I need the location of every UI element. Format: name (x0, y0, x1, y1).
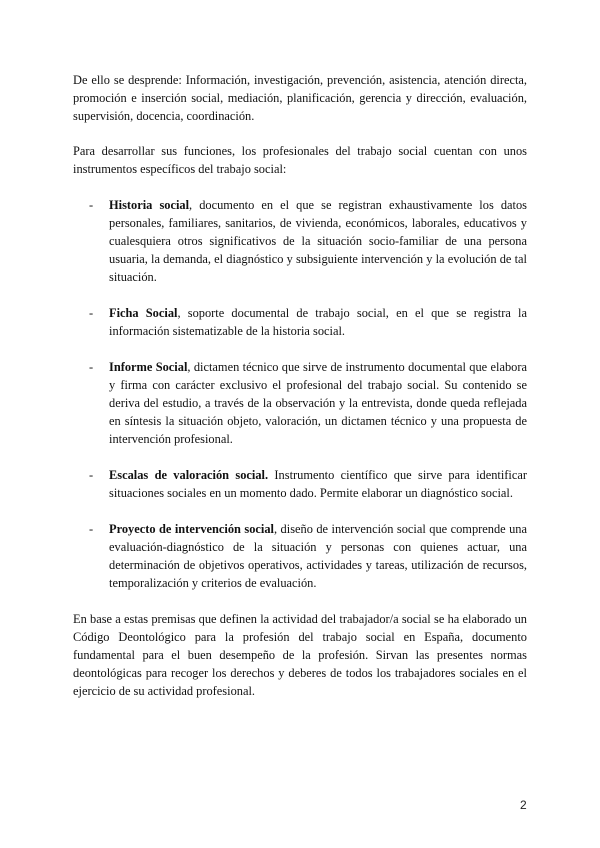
list-dash: - (89, 198, 94, 212)
list-dash: - (89, 522, 94, 536)
list-item-ficha-social (73, 304, 527, 340)
list-item-proyecto-intervencion (73, 520, 527, 592)
page-number: 2 (520, 798, 527, 812)
list-dash: - (89, 468, 94, 482)
description-informe-social: , dictamen técnico que sirve de instrumento documental que elabora y firma con carácter exclusivo el profesional del trabajo social. Su contenido se deriva del estudio, a través de la observación y la entrevista, donde queda reflejada en síntesis la situación objeto, valoración, un dictamen técnico y una propuesta de intervención profesional. (109, 360, 527, 446)
term-proyecto-intervencion: Proyecto de intervención social (109, 522, 274, 536)
list-dash: - (89, 360, 94, 374)
paragraph-functions: De ello se desprende: Información, investigación, prevención, asistencia, atención directa, promoción e inserción social, mediación, planificación, gerencia y dirección, evaluación, supervisión, docencia, coordinación. (73, 73, 527, 123)
list-item-informe-social (73, 358, 527, 448)
term-historia-social: Historia social (109, 198, 190, 212)
term-informe-social: Informe Social (109, 360, 188, 374)
description-proyecto-intervencion: , diseño de intervención social que comprende una evaluación-diagnóstico de la situación y personas con quienes actuar, una determinación de objetivos operativos, actividades y tareas, utilización de recursos, temporalización y criterios de evaluación. (109, 522, 527, 590)
page-body (73, 71, 527, 700)
description-historia-social: , documento en el que se registran exhaustivamente los datos personales, familiares, sanitarios, de vivienda, económicos, laborales, educativos y cualesquiera otros significativos de la situación socio-familiar de una persona usuaria, la demanda, el diagnóstico y subsiguiente intervención y la evolución de tal situación. (109, 198, 527, 284)
paragraph-codigo-deontologico: En base a estas premisas que definen la actividad del trabajador/a social se ha elaborado un Código Deontológico para la profesión del trabajo social en España, documento fundamental para el buen desempeño de la profesión. Sirvan las presentes normas deontológicas para recoger los derechos y deberes de todos los trabajadores sociales en el ejercicio de su actividad profesional. (73, 612, 527, 698)
list-item-historia-social (73, 196, 527, 286)
list-dash: - (89, 306, 94, 320)
instruments-list (73, 196, 527, 592)
term-ficha-social: Ficha Social (109, 306, 178, 320)
term-escalas-valoracion: Escalas de valoración social. (109, 468, 269, 482)
description-ficha-social: , soporte documental de trabajo social, en el que se registra la información sistematizable de la historia social. (109, 306, 527, 338)
paragraph-instruments-intro: Para desarrollar sus funciones, los profesionales del trabajo social cuentan con unos instrumentos específicos del trabajo social: (73, 144, 527, 176)
list-item-escalas-valoracion (73, 466, 527, 502)
description-escalas-valoracion: Instrumento científico que sirve para identificar situaciones sociales en un momento dado. Permite elaborar un diagnóstico social. (109, 468, 527, 500)
